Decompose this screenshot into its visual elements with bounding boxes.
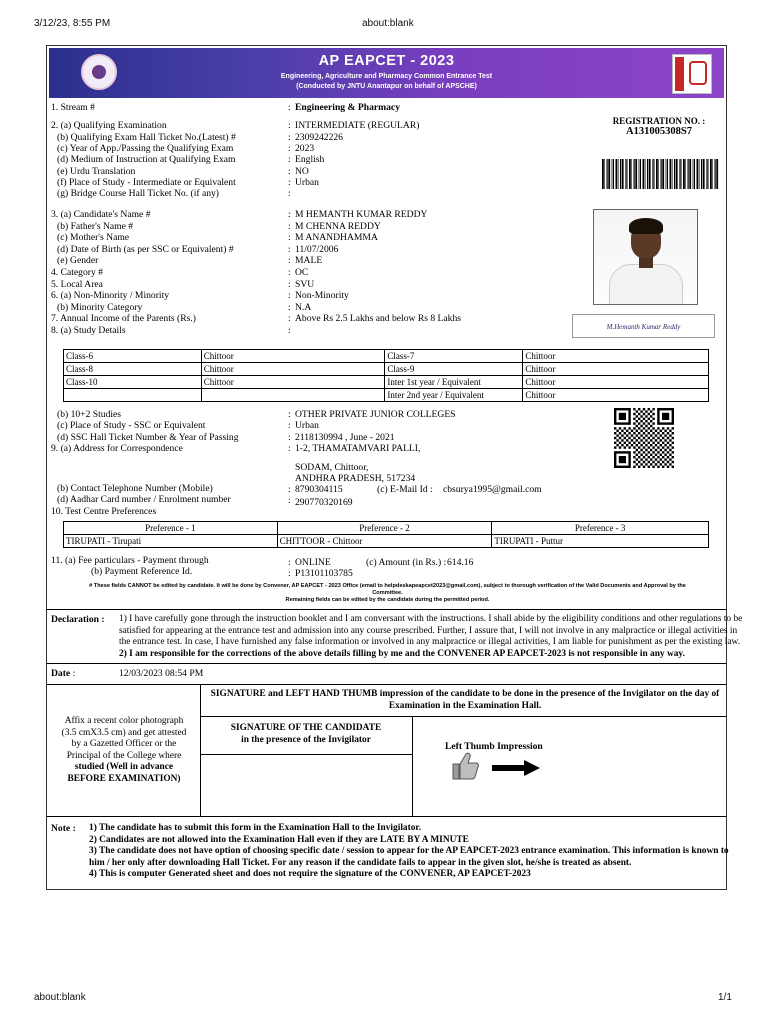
qualifying-field-value: Engineering & Pharmacy [295, 102, 400, 113]
divider [47, 663, 726, 664]
table-cell: Class-9 [385, 363, 523, 376]
divider [47, 816, 726, 817]
exam-title: AP EAPCET - 2023 [318, 53, 455, 69]
candidate-field-label: 4. Category # [51, 267, 103, 278]
table-cell: Chittoor [201, 350, 385, 363]
date-value: 12/03/2023 08:54 PM [119, 668, 204, 679]
payment-ref-label: (b) Payment Reference Id. [91, 566, 193, 577]
candidate-field-label: 7. Annual Income of the Parents (Rs.) [51, 313, 196, 325]
table-cell: Class-6 [64, 350, 202, 363]
preference-header: Preference - 3 [492, 522, 709, 535]
fee-mode: ONLINE [295, 557, 331, 568]
table-cell: Chittoor [201, 363, 385, 376]
qualifying-field-value: NO [295, 165, 309, 177]
table-cell: Chittoor [523, 389, 709, 402]
barcode-icon [601, 159, 719, 189]
table-header-row [64, 522, 709, 535]
qualifying-field-label: (c) Year of App./Passing the Qualifying Exam [57, 142, 234, 154]
study-details-table [63, 349, 709, 402]
fee-label: 11. (a) Fee particulars - Payment through [51, 555, 209, 566]
qualifying-field-label: (b) Qualifying Exam Hall Ticket No.(Latest) # [57, 131, 236, 143]
study-field-value: Urban [295, 420, 319, 432]
application-sheet: AP EAPCET - 2023 Engineering, Agriculture and Pharmacy Common Entrance Test (Conducted by JNTU Anantapur on behalf of APSCHE) REGISTRATION NO. : A131005308S7 1. Stream # : Engineering & Pharmacy 2. (a) Qualifying Examination : INTERMEDIATE (REGULAR) (b) Qualifying Exam Hall Ticket No.(Latest) # : 2309242226 (c) Year of App./Passing the Qualifying Exam : 2023 (d) Medium of Instruction at Qualifying Exam : English (e) Urdu Translation : NO (f) Place of Study - Intermediate or Equivalent : Urban (g) Bridge Course Hall Ticket No. (if any) : 3. (a) Candidate's Name # : M HEMANTH KUMAR REDDY (b) Father's Name # : M CHENNA REDDY (c) Mother's Name : M ANANDHAMMA (d) Date of Birth (as per SSC or Equivalent) # : 11/07/2006 (e) Gender : MALE 4. Category # : OC 5. Local Area : SVU 6. (a) Non-Minority / Minority : Non-Minority (b) Minority Category : N.A 7. Annual Income of the Parents (Rs.) : Above Rs 2.5 Lakhs and below Rs 8 Lakhs 8. (a) Study Details : M.Hemanth Kumar Reddy Class-6 Chittoor Class-7 Chittoor Class-8 Chittoor Class-9 Chittoor Class-10 Chittoor Inter 1st year / Equivalent Chittoor Inter 2nd year / Equivalent Chittoor (b) 10+2 Studies : OTHER PRIVATE JUNIOR COLLEGES (c) Place of Study - SSC or Equivalent : Urban (d) SSC Hall Ticket Number & Year of Passing : 2118130994 , June - 2021 9. (a) Address for Correspondence : 1-2, THAMATAMVARI PALLI, SODAM, Chittoor, ANDHRA PRADESH, 517234 (b) Contact Telephone Number (Mobile) : 8790304115 (c) E-Mail Id : cbsurya1995@gmail.com (d) Aadhar Card number / Enrolment number : 290770320169 10. Test Centre Preferences Preference - 1 Preference - 2 Preference - 3 TIRUPATI - Tirupati CHITTOOR - Chittoor TIRUPATI - Puttur 11. (a) Fee particulars - Payment through : ONLINE (c) Amount (in Rs.) : 614.16 (b) Payment Reference Id. : P13101103785 # These fields CANNOT be edited by candidate. It will be done by Convener, AP EAPCET - 2023 Office (email to helpdeskapeapcet2023@gmail.com), subject to thorough verification of the Valid Documents and Approval by the Committee. Remaining fields can be edited by the candidate during the permitted period. Declaration : 1) I have carefully gone through the instruction booklet and I am conversant with the instructions. I shall abide by the eligibility conditions and other regulations to be satisfied for appearing at the entrance test and admission into any course prescribed. Further, I assure that, I will not involve in any malpractice or illegal activities in the entrance test. In case, I have furnished any false information or involved in any malpractice or illegal activities, I am liable for punishment as per the existing law. 2) I am responsible for the corrections of the above details filling by me and the CONVENER AP EAPCET-2023 is not responsible in any way. Date : 12/03/2023 08:54 PM SIGNATURE and LEFT HAND THUMB impression of the candidate to be done in the presence of the Invigilator on the day of Examination in the Examination Hall. Affix a recent color photograph (3.5 cmX3.5 cm) and get attested by a Gazetted Officer or the Principal of the College where studied (Well in advance BEFORE EXAMINATION) SIGNATURE OF THE CANDIDATE in the presence of the Invigilator Left Thumb Impression Note : 1) The candidate has to submit this form in the Examination Hall to the Invigilator. 2) Candidates are not allowed into the Examination Hall even if they are LATE BY A MINUTE 3) The candidate does not have option of choosing specific date / session to appear for the AP EAPCET-2023 entrance examination. This information is known to him / her only after downloading Hall Ticket. For any reason if the candidate fails to appear in the given slot, he/she is treated as absent. 4) This is computer Generated sheet and does not require the signature of the CONVENER, AP EAPCET-2023 [46, 45, 727, 890]
candidate-field-value: SVU [295, 278, 315, 290]
candidate-field-value: MALE [295, 255, 323, 267]
candidate-field-value: M CHENNA REDDY [295, 220, 381, 232]
preference-header: Preference - 1 [64, 522, 278, 535]
address-line-3: ANDHRA PRADESH, 517234 [295, 473, 416, 484]
address-line-2: SODAM, Chittoor, [295, 462, 369, 473]
fee-amount: 614.16 [447, 557, 474, 568]
table-row [64, 535, 709, 548]
candidate-field-value: M ANANDHAMMA [295, 232, 378, 244]
table-row [64, 389, 709, 402]
qualifying-field-label: (f) Place of Study - Intermediate or Equivalent [57, 176, 236, 188]
header-banner [49, 48, 724, 98]
candidate-field-value: N.A [295, 301, 312, 313]
registration-box [597, 116, 721, 137]
table-row [64, 363, 709, 376]
test-centre-table [63, 521, 709, 548]
table-row [64, 376, 709, 389]
thumb-impression-label: Left Thumb Impression [445, 741, 543, 752]
arrow-right-icon [492, 760, 540, 776]
declaration-label: Declaration : [51, 614, 105, 625]
table-cell: Class-7 [385, 350, 523, 363]
thumbs-up-icon [447, 749, 481, 783]
candidate-field-label: (e) Gender [57, 255, 99, 267]
print-page-number: 1/1 [718, 992, 732, 1003]
table-cell: Inter 1st year / Equivalent [385, 376, 523, 389]
date-label: Date : [51, 668, 76, 679]
print-footer-url: about:blank [34, 992, 86, 1003]
qualifying-field-label: 1. Stream # [51, 102, 95, 113]
candidate-field-label: (d) Date of Birth (as per SSC or Equivalent) # [57, 243, 234, 255]
qualifying-field-value: English [295, 154, 325, 166]
print-datetime: 3/12/23, 8:55 PM [34, 18, 111, 29]
table-cell: Inter 2nd year / Equivalent [385, 389, 523, 402]
candidate-signature-box: SIGNATURE OF THE CANDIDATE in the presence of the Invigilator [230, 723, 382, 745]
qualifying-field-label: (e) Urdu Translation [57, 165, 136, 177]
candidate-field-value: OC [295, 267, 309, 278]
qualifying-field-value: 2023 [295, 142, 315, 154]
candidate-field-value: Non-Minority [295, 290, 349, 302]
candidate-signature: M.Hemanth Kumar Reddy [572, 314, 715, 338]
preference-value: TIRUPATI - Tirupati [64, 535, 278, 548]
registration-number: A131005308S7 [626, 126, 692, 137]
study-field-value: 2118130994 , June - 2021 [295, 431, 395, 443]
declaration-text: 1) I have carefully gone through the instruction booklet and I am conversant with the instructions. I shall abide by the eligibility conditions and other regulations to be satisfied for appearing at the entrance test and admission into any course prescribed. Further, I assure that, I will not involve in any malpractice or illegal activities in the entrance test. In case, I have furnished any false information or involved in any malpractice or illegal activities, I am liable for punishment as per the existing law. 2) I am responsible for the corrections of the above details filling by me and the CONVENER AP EAPCET-2023 is not responsible in any way. [119, 614, 743, 659]
table-cell: Chittoor [201, 376, 385, 389]
candidate-field-label: (b) Father's Name # [57, 220, 134, 232]
exam-conducted-by: (Conducted by JNTU Anantapur on behalf of APSCHE) [296, 83, 477, 90]
study-field-value: OTHER PRIVATE JUNIOR COLLEGES [295, 409, 456, 420]
registration-label: REGISTRATION NO. : [612, 116, 706, 126]
qualifying-field-label: (g) Bridge Course Hall Ticket No. (if any) [57, 188, 220, 200]
apsche-logo-icon [672, 54, 712, 94]
preference-value: CHITTOOR - Chittoor [277, 535, 492, 548]
study-field-label: (b) 10+2 Studies [57, 409, 122, 420]
notes-list: 1) The candidate has to submit this form in the Examination Hall to the Invigilator. 2) Candidates are not allowed into the Examination Hall even if they are LATE BY A MINUTE 3) The candidate does not have option of choosing specific date / session to appear for the AP EAPCET-2023 entrance examination. This information is known to him / her only after downloading Hall Ticket. For any reason if the candidate fails to appear in the given slot, he/she is treated as absent. 4) This is computer Generated sheet and does not require the signature of the CONVENER, AP EAPCET-2023 [89, 823, 729, 879]
preference-header: Preference - 2 [277, 522, 492, 535]
table-row [64, 350, 709, 363]
study-field-value: 1-2, THAMATAMVARI PALLI, [295, 443, 421, 455]
phone-label: (b) Contact Telephone Number (Mobile) [57, 483, 213, 494]
candidate-field-label: 8. (a) Study Details [51, 325, 126, 336]
print-title: about:blank [362, 18, 414, 29]
qualifying-field-label: 2. (a) Qualifying Examination [51, 120, 167, 132]
edit-note: # These fields CANNOT be edited by candidate. It will be done by Convener, AP EAPCET - 2023 Office (email to helpdeskapeapcet2023@gmail.com), subject to thorough verification of the Valid Documents and Approval by the Committee. Remaining fields can be edited by the candidate during the permitted period. [89, 583, 686, 603]
candidate-field-label: 6. (a) Non-Minority / Minority [51, 290, 170, 302]
fee-amount-label: (c) Amount (in Rs.) : [366, 557, 447, 568]
email-label: (c) E-Mail Id : [377, 484, 433, 495]
table-cell [201, 389, 385, 402]
note-label: Note : [51, 823, 76, 834]
preference-value: TIRUPATI - Puttur [492, 535, 709, 548]
candidate-field-value: Above Rs 2.5 Lakhs and below Rs 8 Lakhs [295, 313, 462, 325]
candidate-field-label: (b) Minority Category [57, 301, 143, 313]
candidate-field-label: (c) Mother's Name [57, 232, 130, 244]
qualifying-field-label: (d) Medium of Instruction at Qualifying Exam [57, 154, 236, 166]
signature-instruction: SIGNATURE and LEFT HAND THUMB impression of the candidate to be done in the presence of the Invigilator on the day of Examination in the Examination Hall. [210, 689, 720, 711]
aadhar-label: (d) Aadhar Card number / Enrolment number [57, 494, 231, 505]
divider [47, 684, 726, 685]
study-field-label: 9. (a) Address for Correspondence [51, 443, 183, 455]
candidate-field-label: 5. Local Area [51, 278, 103, 290]
phone-value: 8790304115 [295, 484, 343, 495]
table-cell: Chittoor [523, 363, 709, 376]
qualifying-field-value: 2309242226 [295, 131, 343, 143]
exam-subtitle: Engineering, Agriculture and Pharmacy Common Entrance Test [280, 73, 493, 80]
candidate-field-value: M HEMANTH KUMAR REDDY [295, 209, 428, 220]
payment-ref-value: P13101103785 [295, 568, 353, 579]
divider [47, 609, 726, 610]
table-cell: Class-10 [64, 376, 202, 389]
candidate-field-label: 3. (a) Candidate's Name # [51, 209, 151, 220]
table-cell: Chittoor [523, 376, 709, 389]
table-cell [64, 389, 202, 402]
aadhar-value: 290770320169 [295, 497, 353, 508]
candidate-field-value: 11/07/2006 [295, 243, 339, 255]
study-field-label: (d) SSC Hall Ticket Number & Year of Passing [57, 431, 239, 443]
test-centre-label: 10. Test Centre Preferences [51, 506, 157, 517]
qualifying-field-value: INTERMEDIATE (REGULAR) [295, 120, 420, 132]
table-cell: Chittoor [523, 350, 709, 363]
table-cell: Class-8 [64, 363, 202, 376]
candidate-photo [593, 209, 698, 305]
qualifying-field-value: Urban [295, 176, 319, 188]
qr-code-icon [614, 408, 674, 468]
email-value: cbsurya1995@gmail.com [443, 484, 542, 495]
study-field-label: (c) Place of Study - SSC or Equivalent [57, 420, 206, 432]
photo-affix-instruction: Affix a recent color photograph (3.5 cmX3.5 cm) and get attested by a Gazetted Officer or the Principal of the College where studied (Well in advance BEFORE EXAMINATION) [61, 716, 187, 784]
